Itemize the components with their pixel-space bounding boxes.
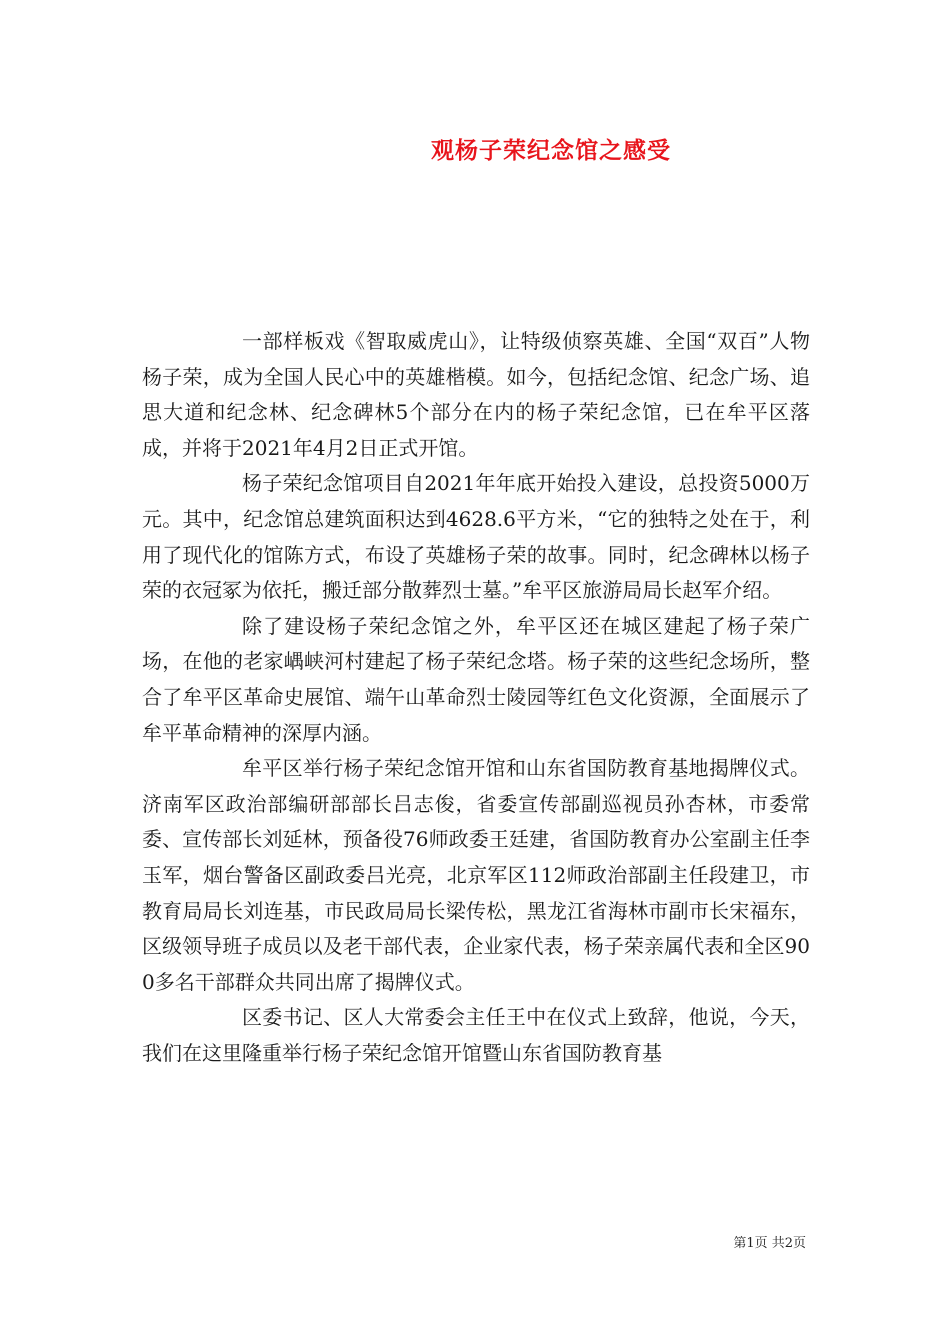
paragraph-4: 牟平区举行杨子荣纪念馆开馆和山东省国防教育基地揭牌仪式。济南军区政治部编研部部长吕志俊，省委宣传部副巡视员孙杏林，市委常委、宣传部长刘延林，预备役76师政委王廷建，省国防教育办公室副主任李玉军，烟台警备区副政委吕光亮，北京军区112师政治部副主任段建卫，市教育局局长刘连基，市民政局局长梁传松，黑龙江省海林市副市长宋福东，区级领导班子成员以及老干部代表，企业家代表，杨子荣亲属代表和全区900多名干部群众共同出席了揭牌仪式。 xyxy=(142,756,810,994)
paragraph-2: 杨子荣纪念馆项目自2021年年底开始投入建设，总投资5000万元。其中，纪念馆总建筑面积达到4628.6平方米，“它的独特之处在于，利用了现代化的馆陈方式，布设了英雄杨子荣的故事。同时，纪念碑林以杨子荣的衣冠冢为依托，搬迁部分散葬烈士墓。”牟平区旅游局局长赵军介绍。 xyxy=(142,471,810,603)
paragraph-1: 一部样板戏《智取威虎山》，让特级侦察英雄、全国“双百”人物杨子荣，成为全国人民心中的英雄楷模。如今，包括纪念馆、纪念广场、追思大道和纪念林、纪念碑林5个部分在内的杨子荣纪念馆，已在牟平区落成，并将于2021年4月2日正式开馆。 xyxy=(142,329,810,460)
paragraph-3: 除了建设杨子荣纪念馆之外，牟平区还在城区建起了杨子荣广场，在他的老家嵎峡河村建起了杨子荣纪念塔。杨子荣的这些纪念场所，整合了牟平区革命史展馆、端午山革命烈士陵园等红色文化资源，全面展示了牟平革命精神的深厚内涵。 xyxy=(142,613,810,745)
document-body xyxy=(142,324,810,1071)
document-title: 观杨子荣纪念馆之感受 xyxy=(431,137,671,164)
page-number-footer: 第1页 共2页 xyxy=(733,1236,806,1251)
paragraph-5: 区委书记、区人大常委会主任王中在仪式上致辞，他说，今天，我们在这里隆重举行杨子荣纪念馆开馆暨山东省国防教育基 xyxy=(142,1005,810,1065)
